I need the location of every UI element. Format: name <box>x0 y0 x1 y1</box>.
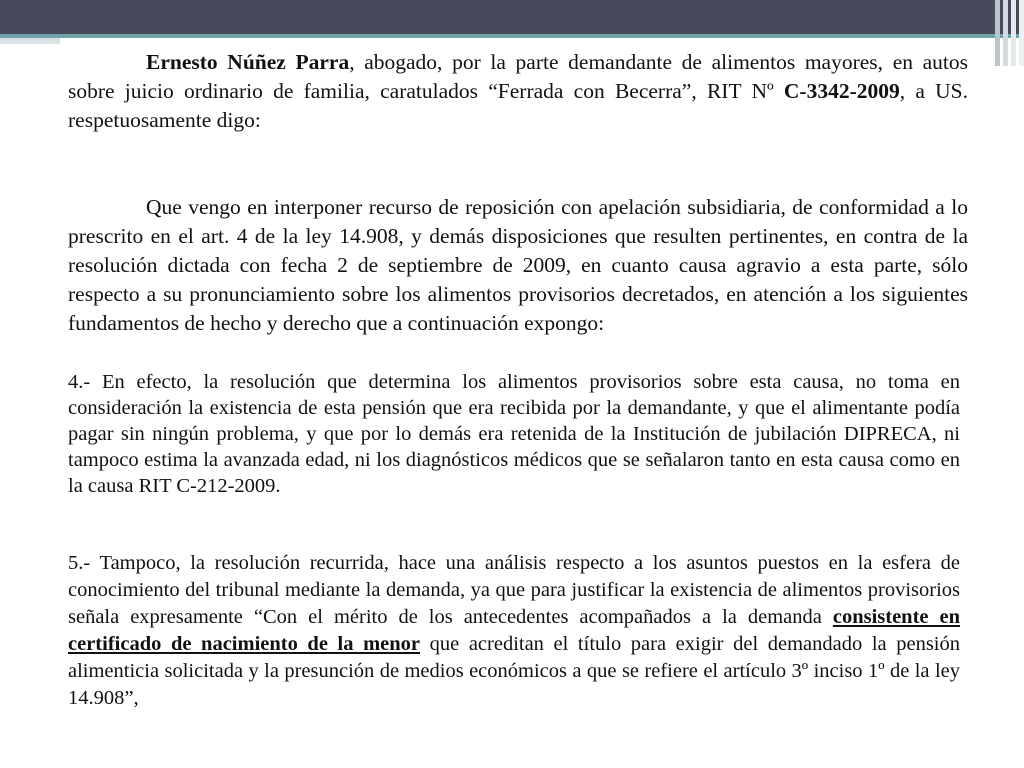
stripe <box>1011 0 1016 66</box>
intro-text-b: , a US. respetuosamente digo: <box>68 79 969 132</box>
paragraph-point-5 <box>68 550 960 712</box>
intro-text-a: , abogado, por la parte demandante de alimentos mayores, en autos sobre juicio ordinario de familia, caratulados “Ferrada con Becerra”, RIT Nº <box>68 50 969 103</box>
point-5-text-a: 5.- Tampoco, la resolución recurrida, hace una análisis respecto a los asuntos puestos en la esfera de conocimiento del tribunal mediante la demanda, ya que para justificar la existencia de alimentos provisorios señala expresamente “Con el mérito de los antecedentes acompañados a la demanda <box>68 552 960 628</box>
underlined-quote: consistente en certificado de nacimiento de la menor <box>68 606 960 655</box>
point-5-text-b: que acreditan el título para exigir del demandado la pensión alimenticia solicitada y la presunción de medios económicos a que se refiere el artículo 3º inciso 1º de la ley 14.908”, <box>68 633 960 709</box>
slide-header-bar <box>0 0 1024 34</box>
stripe <box>995 0 1000 66</box>
stripe <box>1003 0 1008 66</box>
recurso-text: Que vengo en interponer recurso de reposición con apelación subsidiaria, de conformidad a lo prescrito en el art. 4 de la ley 14.908, y demás disposiciones que resulten pertinentes, en contra de la resolución dictada con fecha 2 de septiembre de 2009, en cuanto causa agravio a esta parte, sólo respecto a su pronunciamiento sobre los alimentos provisorios decretados, en atención a los siguientes fundamentos de hecho y derecho que a continuación expongo: <box>68 195 968 335</box>
slide-header-accent <box>0 34 1024 38</box>
slide-header-accent-left <box>0 38 60 44</box>
lawyer-name: Ernesto Núñez Parra <box>146 50 350 74</box>
case-rit: C-3342-2009 <box>783 79 900 103</box>
paragraph-intro <box>68 48 968 135</box>
decorative-stripes <box>988 0 1024 66</box>
stripe <box>1019 0 1024 66</box>
paragraph-recurso <box>68 193 968 338</box>
paragraph-point-4 <box>68 369 960 499</box>
point-4-text: 4.- En efecto, la resolución que determina los alimentos provisorios sobre esta causa, no toma en consideración la existencia de esta pensión que era recibida por la demandante, y que el alimentante podía pagar sin ningún problema, y que por lo demás era retenida de la Institución de jubilación DIPRECA, ni tampoco estima la avanzada edad, ni los diagnósticos médicos que se señalaron tanto en esta causa como en la causa RIT C-212-2009. <box>68 371 960 497</box>
